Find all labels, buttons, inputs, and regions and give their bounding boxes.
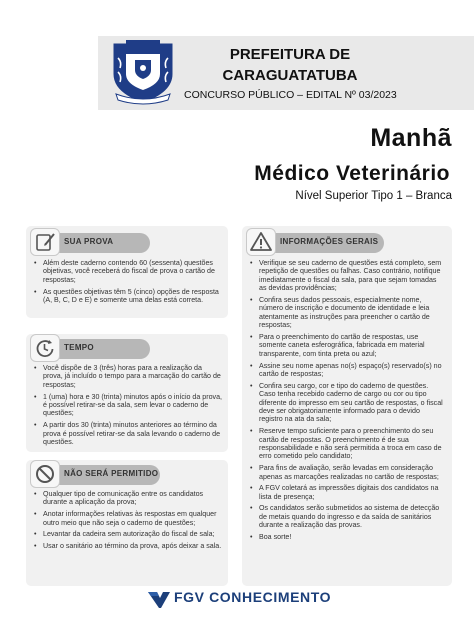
- bullet-icon: •: [250, 361, 253, 370]
- info-gerais-item-text: Confira seus dados pessoais, especialmente nome, número de inscrição e documento de identidade e leia atentamente as instruções para preencher o cartão de respostas;: [259, 296, 430, 330]
- clock-icon: [30, 334, 60, 362]
- info-gerais-item-text: A FGV coletará as impressões digitais dos candidatos na lista de presença;: [259, 484, 439, 501]
- exam-edital: CONCURSO PÚBLICO – EDITAL Nº 03/2023: [184, 89, 397, 101]
- info-gerais-item-text: Para o preenchimento do cartão de respostas, use somente caneta esferográfica, fabricada em material transparente, com tinta preta ou azul;: [259, 333, 425, 358]
- warning-icon: [246, 228, 276, 256]
- tempo-item-text: 1 (uma) hora e 30 (trinta) minutos após o início da prova, é possível retirar-se da sala, sem levar o caderno de questões;: [43, 392, 223, 418]
- info-gerais-item-text: Verifique se seu caderno de questões está completo, sem repetição de questões ou falhas. Caso contrário, notifique imediatamente o fiscal da sala, para que sejam tomadas as devidas providências;: [259, 259, 442, 293]
- exam-shift: Manhã: [370, 124, 452, 152]
- position-title: Médico Veterinário: [254, 162, 450, 185]
- bullet-icon: •: [34, 421, 37, 430]
- info-gerais-item-text: Boa sorte!: [259, 532, 292, 541]
- bullet-icon: •: [250, 484, 253, 493]
- nao-permitido-item: [34, 490, 222, 507]
- institution-header: [184, 44, 396, 103]
- sua-prova-title: SUA PROVA: [64, 237, 114, 246]
- bullet-icon: •: [34, 541, 37, 550]
- nao-permitido-item: [34, 530, 222, 538]
- bullet-icon: •: [250, 464, 253, 473]
- bullet-icon: •: [34, 392, 37, 401]
- info-gerais-item-text: Os candidatos serão submetidos ao sistema de detecção de metais quando do ingresso e da saída de sanitários durante a realização das provas.: [259, 504, 440, 530]
- info-gerais-item-text: Reserve tempo suficiente para o preenchimento do seu cartão de respostas. O preenchimento é de sua responsabilidade e não será permitida a troca em caso de erro cometido pelo candidato;: [259, 427, 442, 461]
- bullet-icon: •: [250, 532, 253, 541]
- sua-prova-list: [34, 259, 222, 308]
- institution-name-line2: CARAGUATATUBA: [222, 67, 358, 84]
- nao-permitido-item: [34, 510, 222, 527]
- info-gerais-item-text: Para fins de avaliação, serão levadas em consideração apenas as marcações realizadas no cartão de respostas;: [259, 464, 439, 481]
- info-gerais-item: [250, 464, 444, 481]
- sua-prova-item: [34, 259, 222, 284]
- bullet-icon: •: [34, 530, 37, 539]
- info-gerais-item: [250, 504, 444, 529]
- bullet-icon: •: [34, 287, 37, 296]
- info-gerais-item-text: Confira seu cargo, cor e tipo do caderno de questões. Caso tenha recebido caderno de cargo ou cor ou tipo diferente do impresso em seu cartão de respostas, o fiscal deve ser obrigatoriamente informado para o devido registro na ata da sala;: [259, 381, 443, 424]
- pencil-note-icon: [30, 228, 60, 256]
- info-gerais-item: [250, 427, 444, 461]
- info-gerais-title: INFORMAÇÕES GERAIS: [280, 237, 379, 246]
- nao-permitido-list: [34, 490, 222, 553]
- fgv-mark-icon: [148, 590, 170, 608]
- info-gerais-item: [250, 484, 444, 501]
- city-crest-logo: [108, 40, 178, 106]
- prohibited-icon: [30, 460, 60, 488]
- sua-prova-item-text: As questões objetivas têm 5 (cinco) opções de resposta (A, B, C, D e E) e somente uma delas está correta.: [43, 287, 219, 304]
- nao-permitido-item: [34, 542, 222, 550]
- level-type: Nível Superior Tipo 1 – Branca: [295, 190, 452, 202]
- tempo-item: [34, 421, 222, 446]
- info-gerais-item: [250, 382, 444, 424]
- nao-permitido-item-text: Usar o sanitário ao término da prova, após deixar a sala.: [43, 541, 222, 550]
- bullet-icon: •: [34, 259, 37, 267]
- bullet-icon: •: [34, 364, 37, 372]
- tempo-item: [34, 393, 222, 418]
- nao-permitido-item-text: Qualquer tipo de comunicação entre os candidatos durante a aplicação da prova;: [43, 490, 204, 507]
- institution-name-line1: PREFEITURA DE: [229, 46, 351, 63]
- tempo-item-text: Você dispõe de 3 (três) horas para a realização da prova, já incluído o tempo para a marcação do cartão de respostas;: [43, 364, 221, 389]
- info-gerais-item: [250, 533, 444, 541]
- sua-prova-item: [34, 288, 222, 305]
- info-gerais-list: [250, 259, 444, 544]
- nao-permitido-item-text: Levantar da cadeira sem autorização do fiscal de sala;: [43, 530, 215, 539]
- info-gerais-item: [250, 296, 444, 330]
- info-gerais-item-text: Assine seu nome apenas no(s) espaço(s) reservado(s) no cartão de respostas;: [259, 361, 442, 378]
- tempo-list: [34, 364, 222, 450]
- fgv-brand-text: FGV CONHECIMENTO: [174, 589, 332, 605]
- info-gerais-item: [250, 333, 444, 358]
- bullet-icon: •: [250, 427, 253, 436]
- bullet-icon: •: [34, 510, 37, 519]
- bullet-icon: •: [250, 259, 253, 267]
- info-gerais-item: [250, 259, 444, 293]
- tempo-item-text: A partir dos 30 (trinta) minutos anteriores ao término da prova é possível retirar-se da sala levando o caderno de questões.: [43, 421, 221, 446]
- info-gerais-item: [250, 362, 444, 379]
- nao-permitido-title: NÃO SERÁ PERMITIDO: [64, 469, 159, 478]
- bullet-icon: •: [250, 381, 253, 390]
- bullet-icon: •: [250, 333, 253, 341]
- fgv-logo: [148, 589, 338, 609]
- sua-prova-item-text: Além deste caderno contendo 60 (sessenta) questões objetivas, você receberá do fiscal de prova o cartão de respostas;: [43, 259, 215, 284]
- tempo-item: [34, 364, 222, 389]
- tempo-title: TEMPO: [64, 343, 94, 352]
- bullet-icon: •: [250, 296, 253, 304]
- bullet-icon: •: [34, 490, 37, 498]
- bullet-icon: •: [250, 504, 253, 513]
- nao-permitido-item-text: Anotar informações relativas às respostas em qualquer outro meio que não seja o caderno de questões;: [43, 510, 217, 527]
